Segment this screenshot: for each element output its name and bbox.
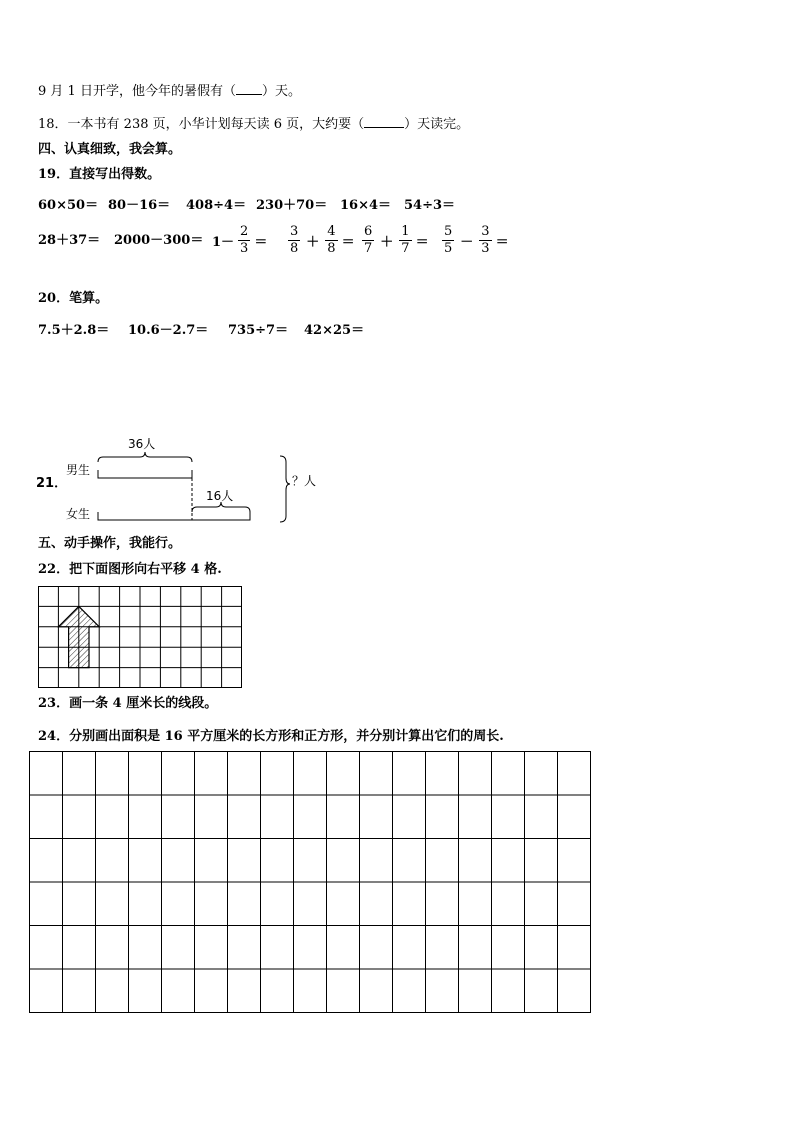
fraction xyxy=(238,224,250,257)
denominator: 7 xyxy=(364,241,373,256)
frac1-lead: 1－ xyxy=(212,235,235,250)
denominator: 3 xyxy=(481,241,490,256)
q20-item: 42×25＝ xyxy=(304,323,365,338)
q19-item: 60×50＝ xyxy=(38,198,99,213)
numerator: 2 xyxy=(240,224,249,239)
q19-title: 19．直接写出得数。 xyxy=(38,167,161,182)
q22-translation-grid xyxy=(38,586,242,688)
q20-item: 735÷7＝ xyxy=(228,323,289,338)
girls-label: 女生 xyxy=(66,507,91,521)
section5-heading: 五、动手操作，我能行。 xyxy=(38,536,182,551)
q18-answer-blank[interactable] xyxy=(364,115,404,128)
q17-text-before: 9 月 1 日开学，他今年的暑假有（ xyxy=(38,84,236,99)
q23-title: 23．画一条 4 厘米长的线段。 xyxy=(38,696,218,711)
q19-fraction-item-1 xyxy=(212,224,267,257)
total-label: ？人 xyxy=(292,474,317,488)
boys-count-label: 36人 xyxy=(128,437,156,451)
numerator: 5 xyxy=(444,224,453,239)
numerator: 6 xyxy=(364,224,373,239)
numerator: 4 xyxy=(327,224,336,239)
diff-count-label: 16人 xyxy=(206,489,234,503)
q19-fraction-item-2 xyxy=(284,224,355,257)
fraction xyxy=(362,224,374,257)
numerator: 3 xyxy=(290,224,299,239)
boys-label: 男生 xyxy=(66,463,91,477)
q21-bar-diagram xyxy=(30,432,370,532)
operator: ＋ xyxy=(306,235,320,250)
fraction xyxy=(325,224,337,257)
numerator: 1 xyxy=(401,224,410,239)
q17-answer-blank[interactable] xyxy=(236,82,262,95)
fraction xyxy=(399,224,411,257)
q22-grid-lines xyxy=(38,586,242,688)
boys-bar xyxy=(98,470,192,478)
arrow-shape xyxy=(58,606,99,667)
operator: ＋ xyxy=(380,235,394,250)
q19-fraction-item-3 xyxy=(358,224,429,257)
q17-text-after: ）天。 xyxy=(261,84,301,99)
q19-item: 2000－300＝ xyxy=(114,233,204,248)
q20-title: 20．笔算。 xyxy=(38,291,109,306)
q18-line xyxy=(38,115,469,134)
numerator: 3 xyxy=(481,224,490,239)
q21-number: 21． xyxy=(36,476,68,491)
section4-heading: 四、认真细致，我会算。 xyxy=(38,142,182,157)
total-brace xyxy=(280,456,290,522)
q18-text-before: 18．一本书有 238 页，小华计划每天读 6 页，大约要（ xyxy=(38,117,365,132)
boys-brace xyxy=(98,452,192,462)
denominator: 5 xyxy=(444,241,453,256)
fraction xyxy=(442,224,454,257)
denominator: 8 xyxy=(290,241,299,256)
equals-sign: ＝ xyxy=(254,235,268,250)
q22-title: 22．把下面图形向右平移 4 格. xyxy=(38,562,222,577)
q19-item: 28＋37＝ xyxy=(38,233,101,248)
q19-item: 80－16＝ xyxy=(108,198,171,213)
q24-drawing-grid xyxy=(29,751,591,1013)
diff-brace xyxy=(192,502,250,512)
q24-title: 24．分别画出面积是 16 平方厘米的长方形和正方形，并分别计算出它们的周长. xyxy=(38,729,504,744)
equals-sign: ＝ xyxy=(341,235,355,250)
girls-bar xyxy=(98,512,250,520)
q20-item: 7.5＋2.8＝ xyxy=(38,323,110,338)
fraction xyxy=(479,224,491,257)
fraction xyxy=(288,224,300,257)
q18-text-after: ）天读完。 xyxy=(404,117,470,132)
q19-item: 16×4＝ xyxy=(340,198,392,213)
denominator: 8 xyxy=(327,241,336,256)
equals-sign: ＝ xyxy=(415,235,429,250)
q19-item: 54÷3＝ xyxy=(404,198,456,213)
q17-tail-line xyxy=(38,82,301,101)
q19-item: 408÷4＝ xyxy=(186,198,247,213)
q19-item: 230＋70＝ xyxy=(256,198,328,213)
denominator: 3 xyxy=(240,241,249,256)
denominator: 7 xyxy=(401,241,410,256)
q20-item: 10.6－2.7＝ xyxy=(128,323,209,338)
operator: － xyxy=(460,235,474,250)
q19-fraction-item-4 xyxy=(438,224,509,257)
equals-sign: ＝ xyxy=(495,235,509,250)
